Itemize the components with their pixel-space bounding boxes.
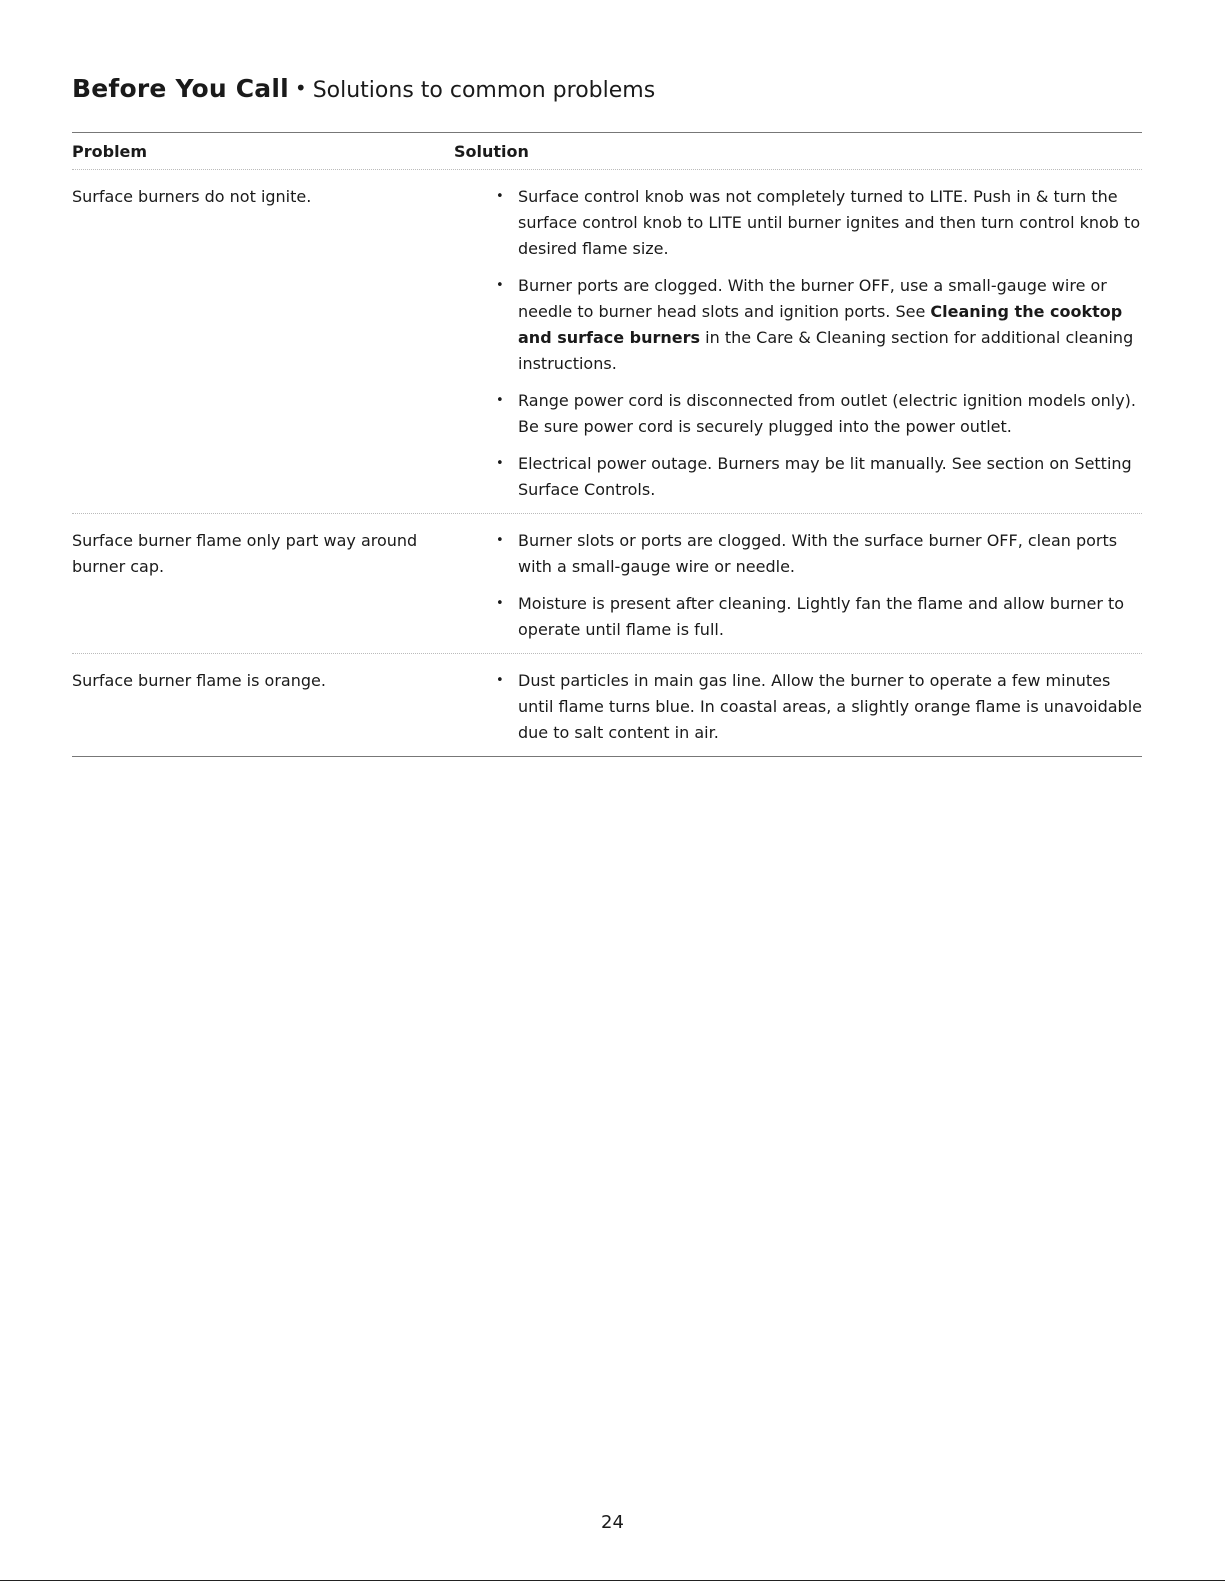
solution-text: Range power cord is disconnected from outlet (electric ignition models only). Be sure power cord is securely plugged into the power outlet. bbox=[518, 391, 1136, 436]
problem-cell: Surface burner flame only part way around burner cap. bbox=[72, 531, 418, 576]
title-main: Before You Call bbox=[72, 74, 289, 103]
solution-cell bbox=[494, 668, 1142, 746]
bullet: • bbox=[496, 456, 504, 471]
page-title bbox=[72, 74, 655, 103]
solution-cell bbox=[494, 528, 1142, 643]
table-row bbox=[72, 514, 1142, 654]
title-subtitle: Solutions to common problems bbox=[312, 78, 656, 103]
solution-item bbox=[494, 528, 1142, 580]
solution-item bbox=[494, 668, 1142, 746]
column-header-solution: Solution bbox=[454, 141, 529, 161]
page-bottom-rule bbox=[0, 1580, 1225, 1581]
solution-cell bbox=[494, 184, 1142, 503]
problem-cell: Surface burners do not ignite. bbox=[72, 187, 312, 206]
solution-list bbox=[494, 184, 1142, 503]
solution-text: Dust particles in main gas line. Allow the burner to operate a few minutes until flame turns blue. In coastal areas, a slightly orange flame is unavoidable due to salt content in air. bbox=[518, 671, 1142, 742]
solution-text: Burner ports are clogged. With the burner OFF, use a small-gauge wire or needle to burner head slots and ignition ports. See bbox=[518, 276, 1107, 321]
bullet: • bbox=[496, 278, 504, 293]
solution-list bbox=[494, 528, 1142, 643]
solution-item bbox=[494, 273, 1142, 377]
bullet: • bbox=[496, 673, 504, 688]
solution-item bbox=[494, 591, 1142, 643]
solution-item bbox=[494, 388, 1142, 440]
solution-text: Surface control knob was not completely turned to LITE. Push in & turn the surface control knob to LITE until burner ignites and then turn control knob to desired flame size. bbox=[518, 187, 1141, 258]
solution-text: Electrical power outage. Burners may be lit manually. See section on Setting Surface Controls. bbox=[518, 454, 1132, 499]
problem-cell: Surface burner flame is orange. bbox=[72, 671, 326, 690]
bullet: • bbox=[496, 596, 504, 611]
bullet: • bbox=[496, 393, 504, 408]
solution-text: Burner slots or ports are clogged. With the surface burner OFF, clean ports with a small-gauge wire or needle. bbox=[518, 531, 1118, 576]
solution-list bbox=[494, 668, 1142, 746]
solution-text: in the Care & Cleaning section for additional cleaning instructions. bbox=[518, 328, 1134, 373]
bullet: • bbox=[496, 533, 504, 548]
troubleshooting-table bbox=[72, 132, 1142, 757]
solution-text: Moisture is present after cleaning. Lightly fan the flame and allow burner to operate until flame is full. bbox=[518, 594, 1125, 639]
solution-item bbox=[494, 451, 1142, 503]
table-row bbox=[72, 170, 1142, 514]
page-number: 24 bbox=[601, 1512, 624, 1533]
solution-item bbox=[494, 184, 1142, 262]
solution-text-bold: Cleaning the cooktop and surface burners bbox=[518, 302, 1123, 347]
column-header-problem: Problem bbox=[72, 141, 148, 161]
table-row bbox=[72, 654, 1142, 756]
title-separator: • bbox=[294, 76, 307, 100]
table-header bbox=[72, 133, 1142, 170]
bullet: • bbox=[496, 189, 504, 204]
